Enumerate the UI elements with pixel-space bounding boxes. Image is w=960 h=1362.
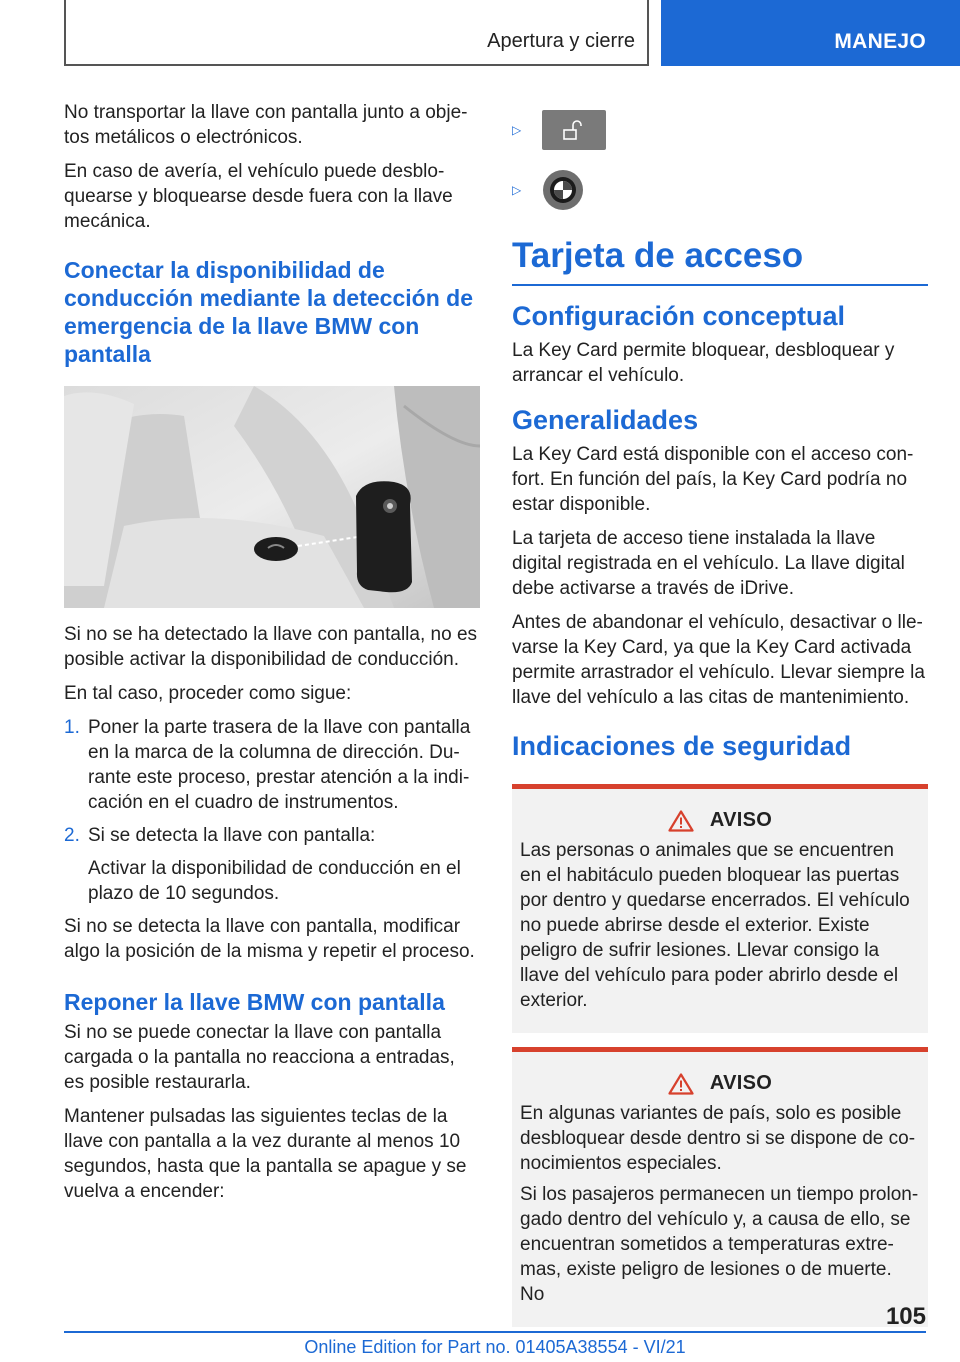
list-item (64, 715, 478, 815)
heading-reset-key: Reponer la llave BMW con pantalla (64, 989, 445, 1015)
left-column (64, 100, 478, 1213)
paragraph: Antes de abandonar el vehículo, desactivar o llevarse la Key Card, ya que la Key Card activada permite arrastrador el vehículo. Llevar siempre la llave del vehículo a las citas de mantenimiento. (512, 612, 925, 708)
key-button-row (512, 106, 928, 154)
step-number: 2. (64, 825, 80, 846)
header-chapter-title: MANEJO (834, 30, 926, 53)
bullet-triangle-icon: ▷ (512, 183, 522, 197)
warning-triangle-icon (668, 1073, 694, 1095)
paragraph: Si no se detecta la llave con pantalla, modificar algo la posición de la misma y repetir el proceso. (64, 916, 475, 962)
heading-safety: Indicaciones de seguridad (512, 731, 852, 761)
step-subtext: Activar la disponibilidad de conducción en el plazo de 10 segundos. (88, 858, 461, 904)
heading-access-card: Tarjeta de acceso (512, 236, 804, 275)
heading-concept: Configuración conceptual (512, 301, 846, 331)
warning-box (512, 1047, 928, 1327)
warning-title: AVISO (709, 1072, 773, 1094)
step-text: Si se detecta la llave con pantalla: (88, 825, 376, 846)
warning-text: Si los pasajeros permanecen un tiempo prolongado dentro del vehículo y, a causa de ello, se encuentran sometidos a temperaturas extremas, existe peligro de lesiones o de muerte. No (520, 1184, 919, 1305)
steps-list (64, 715, 478, 906)
page-number: 105 (885, 1303, 926, 1330)
header-chapter-tab[interactable] (661, 0, 960, 66)
list-item (64, 823, 478, 906)
bullet-triangle-icon: ▷ (512, 123, 522, 137)
warning-box (512, 784, 928, 1033)
heading-connect-emergency: Conectar la disponibilidad de conducción mediante la detección de emergencia de la llave BMW con pantalla (64, 257, 473, 367)
heading-rule (512, 284, 928, 286)
footer-edition-link[interactable]: Online Edition for Part no. 01405A38554 - VI/21 (304, 1337, 686, 1357)
paragraph: La Key Card permite bloquear, desbloquear y arrancar el vehículo. (512, 340, 895, 386)
warning-text: En algunas variantes de país, solo es posible desbloquear desde dentro si se dispone de conocimientos especiales. (520, 1103, 916, 1174)
header-section-title: Apertura y cierre (487, 30, 635, 52)
paragraph: La tarjeta de acceso tiene instalada la llave digital registrada en el vehículo. La llave digital debe activarse a través de iDrive. (512, 528, 905, 599)
paragraph: Si no se ha detectado la llave con pantalla, no es posible activar la disponibilidad de conducción. (64, 624, 478, 670)
paragraph: Si no se puede conectar la llave con pantalla cargada o la pantalla no reacciona a entradas, es posible restaurarla. (64, 1022, 455, 1093)
steering-column-key-photo (64, 386, 480, 608)
header-section-box (64, 0, 649, 66)
warning-triangle-icon (668, 810, 694, 832)
heading-general: Generalidades (512, 405, 699, 435)
warning-header (520, 809, 920, 832)
paragraph: Mantener pulsadas las siguientes teclas de la llave con pantalla a la vez durante al menos 10 segundos, hasta que la pantalla se apague y se vuelva a encender: (64, 1106, 467, 1202)
right-column (512, 100, 928, 1327)
footer-rule (64, 1331, 926, 1333)
warning-header (520, 1072, 920, 1095)
paragraph: En tal caso, proceder como sigue: (64, 683, 352, 704)
paragraph: En caso de avería, el vehículo puede desbloquearse y bloquearse desde fuera con la llave mecánica. (64, 161, 453, 232)
bmw-logo-button-icon (542, 169, 584, 211)
key-button-row (512, 166, 928, 214)
paragraph: No transportar la llave con pantalla junto a objetos metálicos o electrónicos. (64, 102, 468, 148)
step-number: 1. (64, 717, 80, 738)
step-text: Poner la parte trasera de la llave con pantalla en la marca de la columna de dirección. Durante este proceso, prestar atención a la indicación en el cuadro de instrumentos. (88, 717, 471, 813)
warning-title: AVISO (709, 809, 773, 831)
unlock-button-icon (542, 110, 606, 150)
warning-text: Las personas o animales que se encuentren en el habitáculo pueden bloquear las puertas por dentro y quedarse encerrados. El vehículo no puede abrirse desde el exterior. Existe peligro de sufrir lesiones. Llevar consigo la llave del vehículo para poder abrirlo desde el exterior. (520, 840, 910, 1011)
paragraph: La Key Card está disponible con el acceso confort. En función del país, la Key Card podría no estar disponible. (512, 444, 914, 515)
